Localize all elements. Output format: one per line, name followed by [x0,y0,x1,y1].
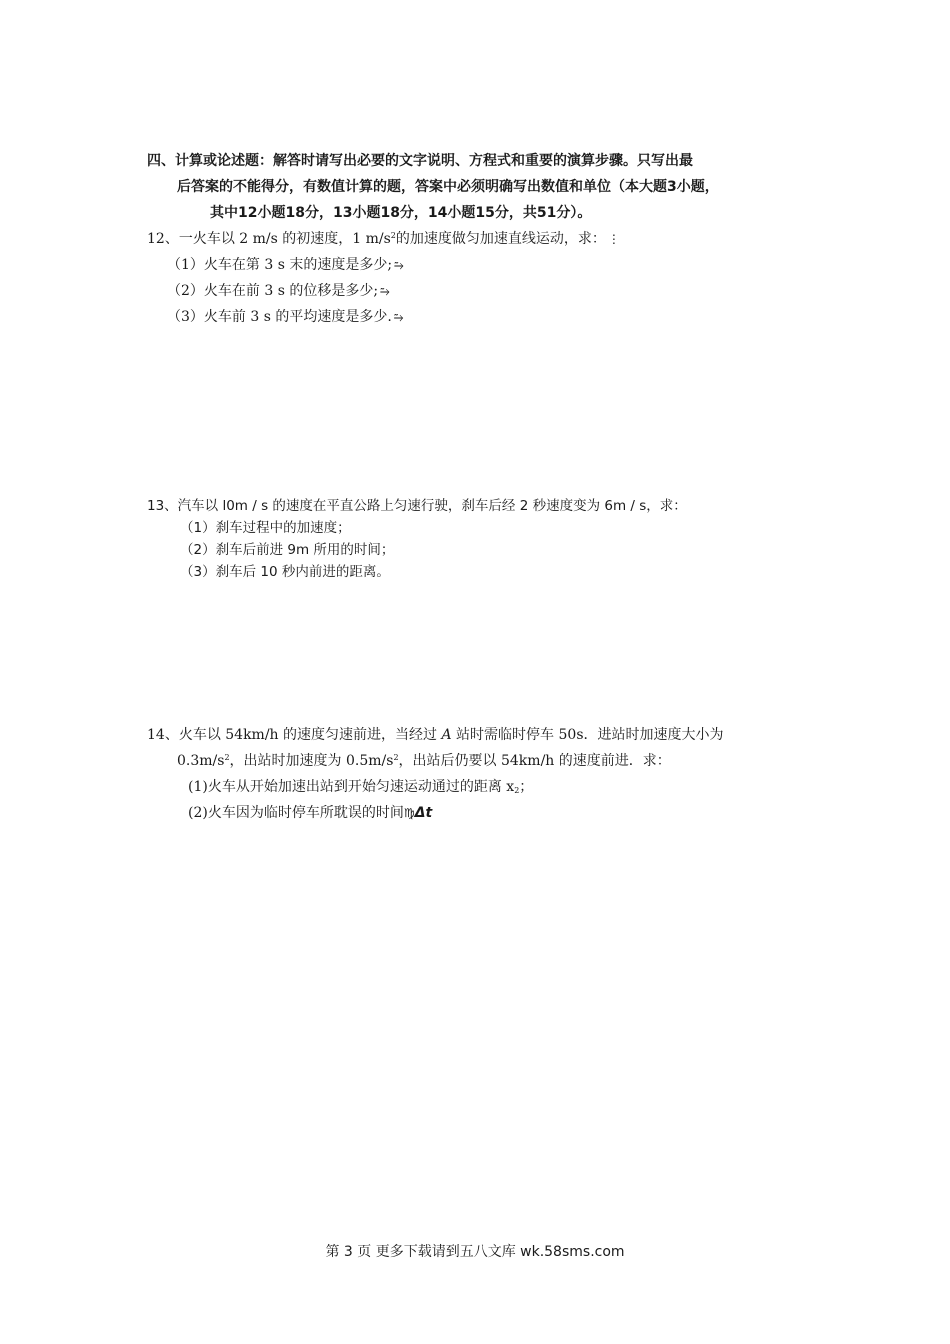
q12-part-2 [167,282,390,300]
q13-part-1: （1）刹车过程中的加速度； [180,520,351,536]
q12-part-3 [167,308,403,326]
q14-superscript-2: 2 [393,753,399,762]
q14-subscript: 2 [514,786,520,795]
q12-stem-text-end: 的加速度做匀加速直线运动，求： [395,231,606,247]
q14-part-1 [188,778,533,796]
q14-line-1-text-end: 站时需临时停车 50s．进站时加速度大小为 [451,727,724,743]
section-heading-line2: 后答案的不能得分，有数值计算的题，答案中必须明确写出数值和单位（本大题3小题， [177,179,719,195]
arrow-mark-icon: ⥲ [394,258,404,272]
vertical-ellipsis-mark: ⋮ [607,232,620,246]
page-footer: 第 3 页 更多下载请到五八文库 wk.58sms.com [325,1244,625,1260]
q12-part-2-text: （2）火车在前 3 s 的位移是多少; [167,283,379,299]
q14-delta-t: Δt [414,805,433,821]
q12-part-1 [167,256,404,274]
q13-part-2: （2）刹车后前进 9m 所用的时间； [180,542,395,558]
q14-line-2 [177,752,671,770]
q14-part-1-text: (1)火车从开始加速出站到开始匀速运动通过的距离 x [188,779,515,795]
section-heading-line3: 其中12小题18分，13小题18分，14小题15分，共51分）。 [210,205,592,221]
q14-line-1 [147,726,724,744]
arrow-mark-icon: ⥲ [393,310,404,324]
q14-part-2-text: (2)火车因为临时停车所耽误的时间 [188,805,404,821]
q14-part-2 [188,804,432,822]
q12-stem-text: 12、一火车以 2 m/s 的初速度，1 m/s [147,231,391,247]
symbol-mark-icon: ♍ [403,806,415,820]
q12-stem-superscript: 2 [390,231,396,240]
q13-part-3: （3）刹车后 10 秒内前进的距离。 [180,564,390,580]
q13-stem: 13、汽车以 l0m / s 的速度在平直公路上匀速行驶，刹车后经 2 秒速度变为 6m / s，求： [147,498,687,514]
q12-part-1-text: （1）火车在第 3 s 末的速度是多少; [167,257,393,273]
q14-line-2-text-end: ，出站后仍要以 54km/h 的速度前进．求： [398,753,671,769]
q14-line-1-text: 14、火车以 54km/h 的速度匀速前进，当经过 [147,727,442,743]
q12-stem [147,230,620,248]
arrow-mark-icon: ⥲ [380,284,390,298]
q14-line-2-text-mid: ，出站时加速度为 0.5m/s [229,753,394,769]
q14-superscript-1: 2 [224,753,230,762]
q14-part-1-end: ； [519,779,534,795]
q12-part-3-text: （3）火车前 3 s 的平均速度是多少. [167,309,392,325]
q14-line-2-text: 0.3m/s [177,753,225,769]
section-heading-line1: 四、计算或论述题：解答时请写出必要的文字说明、方程式和重要的演算步骤。只写出最 [147,153,693,169]
q14-station-label: A [441,727,452,743]
